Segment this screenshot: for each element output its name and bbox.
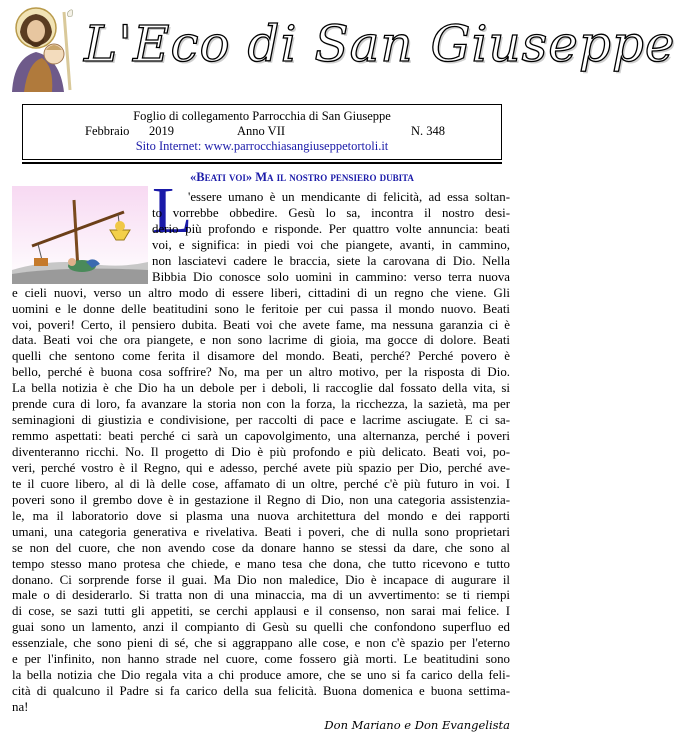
body-line: di cose, se sazi tutti gli appetiti, se cerchi applausi e il consenso, non sarai mai felice. I: [12, 604, 510, 619]
saint-joseph-image: [2, 2, 78, 92]
body-line: cità di qualcuno il Padre si fa carico della sua felicità. Buona domenica e buona settima-: [12, 684, 510, 699]
body-line: 'essere umano è un mendicante di felicità, ad essa soltan-: [188, 190, 510, 204]
body-line: poveri sono il grembo dove è in gestazione il Regno di Dio, non una categoria assistenzia-: [12, 492, 510, 507]
divider: [22, 162, 502, 164]
body-line: voi, e significa: in piedi voi che piangete, avanti, in cammino,: [152, 237, 510, 252]
body-line: male o di desiderarlo. Si tratta non di una minaccia, ma di un avvertimento: se ti riempi: [12, 588, 510, 603]
body-line: bello, perché è buona cosa soffrire? No, ma per un altro motivo, per la risposta di Dio.: [12, 365, 510, 380]
website-link[interactable]: Sito Internet: www.parrocchiasangiuseppetortoli.it: [135, 139, 389, 153]
body-line: derio più profondo e risponde. Per quattro volte annuncia: beati: [152, 221, 510, 236]
masthead-title: L'Eco di San Giuseppe: [84, 15, 675, 73]
body-line: diventeranno ricchi. No. Il progetto di Dio è più profondo e più delicato. Beati voi, po-: [12, 445, 510, 459]
body-line: voi, poveri! Certo, il pensiero dubita. Beati voi che avete fame, ma nessuna garanzia ci è: [12, 317, 510, 332]
issue-number: N. 348: [411, 124, 446, 138]
parish-line: Foglio di collegamento Parrocchia di San Giuseppe: [133, 109, 391, 123]
body-line: quelli che sentono come ferita il disamore del mondo. Beati, perché? Perché povero è: [12, 349, 510, 364]
body-line: umani, una categoria generativa e rivelativa. Beati i poveri, che di nulla sono proprietari: [12, 524, 510, 539]
article-body: [12, 190, 510, 716]
body-line: guai sono un lamento, anzi il compianto di Gesù su quelli che confondono superfluo ed: [12, 620, 510, 635]
body-line: na!: [12, 700, 29, 714]
body-line: Bibbia Dio conosce solo uomini in cammino: verso terra nuova: [152, 269, 510, 284]
body-line: la bella notizia che Dio regala vita a chi produce amore, che se uno si fa carico della feli-: [12, 668, 510, 683]
issue-line: [23, 124, 501, 139]
body-line: e cieli nuovi, verso un altro modo di essere liberi, cittadini di un regno che viene. Gli: [12, 285, 510, 300]
body-line: se non del cuore, che non avendo cose da donare hanno se stessi da dare, che sono al: [12, 540, 510, 555]
body-line: data. Beati voi che ora piangete, e non sono lacrime di gioia, ma gocce di dolore. Beati: [12, 333, 510, 348]
body-line: non lasciatevi cadere le braccia, siete la carovana di Dio. Nella: [152, 253, 510, 268]
drop-cap: L: [152, 174, 193, 247]
body-line: uomini e le donne delle beatitudini sono le feritoie per cui passa il mondo nuovo. Beati: [12, 301, 510, 316]
signature: Don Mariano e Don Evangelista: [324, 718, 510, 732]
body-line: e per l'infinito, non hanno strade nel cuore, come fossero già morti. Le beatitudini sono: [12, 652, 510, 667]
body-line: le, ma il laboratorio dove si plasma una nuova architettura del mondo e dei rapporti: [12, 508, 510, 523]
issue-year: 2019: [149, 124, 174, 138]
body-line: remmo aspettati: beati perché ci sarà un capovolgimento, una alternanza, perché i poveri: [12, 429, 510, 444]
article-headline: «Beati voi» Ma il nostro pensiero dubita: [190, 170, 414, 184]
body-line: prende cura di loro, fa avanzare la storia non con la forza, la ricchezza, la sazietà, ma per: [12, 397, 510, 412]
body-line: tempo stesso mano protesa che chiede, e mano tesa che dona, che tutto ricevono e tutto: [12, 556, 510, 571]
body-line: to vorrebbe obbedire. Gesù lo sa, incontra il nostro desi-: [152, 205, 510, 220]
body-line: La bella notizia è che Dio ha un debole per i deboli, li raccoglie dal fossato della vita, si: [12, 381, 510, 396]
issue-month: Febbraio: [85, 124, 130, 138]
body-line: essenziale, che sono pieni di sé, che si aggrappano alle cose, e non c'è spazio per l'eterno: [12, 636, 510, 651]
body-line: donano. Ci sorprende forse il guai. Ma Dio non maledice, Dio è incapace di augurare il: [12, 572, 510, 587]
body-line: seminagioni di giustizia e condivisione, per raccolti di pace e lacrime asciugate. E ci sa-: [12, 413, 510, 428]
issue-anno: Anno VII: [237, 124, 286, 138]
info-box: [22, 104, 502, 160]
body-line: veri, perché vostro è il Regno, qui e adesso, perché avete più spazio per Dio, perché ave-: [12, 460, 510, 475]
body-line: te il cuore libero, al di là delle cose, affamato di un oltre, perché c'è più futuro in voi. I: [12, 476, 510, 491]
